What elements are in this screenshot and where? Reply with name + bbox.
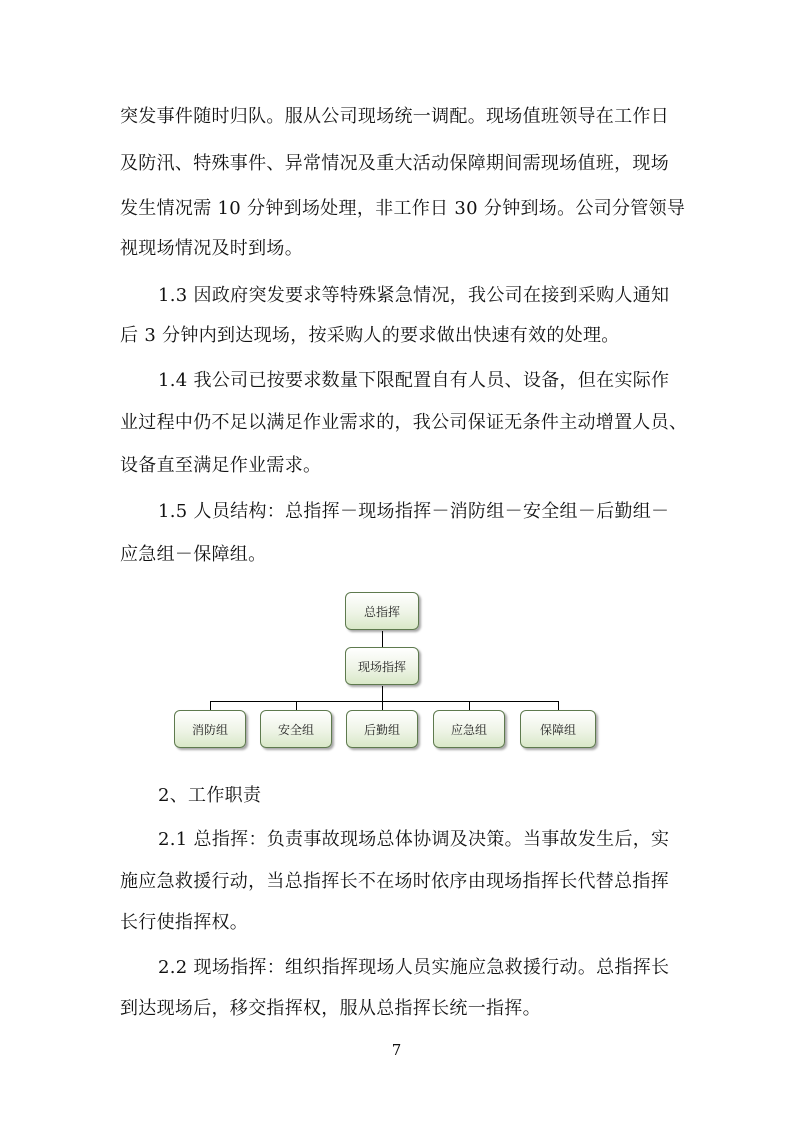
- text-line: 设备直至满足作业需求。: [120, 455, 322, 476]
- text-line: 应急组－保障组。: [120, 544, 267, 565]
- org-box-logistics-group: 后勤组: [346, 710, 418, 748]
- page-number: 7: [391, 1041, 402, 1059]
- text-line: 2.1 总指挥：负责事故现场总体协调及决策。当事故发生后，实: [158, 829, 670, 850]
- text-line: 发生情况需 10 分钟到场处理，非工作日 30 分钟到场。公司分管领导: [120, 198, 686, 219]
- org-connector-horizontal: [210, 701, 558, 702]
- text-line: 视现场情况及时到场。: [120, 238, 303, 259]
- text-line: 施应急救援行动，当总指挥长不在场时依序由现场指挥长代替总指挥: [120, 871, 669, 892]
- org-box-emergency-group: 应急组: [433, 710, 505, 748]
- org-box-support-group: 保障组: [520, 710, 596, 748]
- text-line: 业过程中仍不足以满足作业需求的，我公司保证无条件主动增置人员、: [120, 412, 688, 433]
- text-line: 1.5 人员结构：总指挥－现场指挥－消防组－安全组－后勤组－: [158, 501, 670, 522]
- text-line: 突发事件随时归队。服从公司现场统一调配。现场值班领导在工作日: [120, 106, 669, 127]
- org-box-safety-group: 安全组: [260, 710, 332, 748]
- text-line: 1.4 我公司已按要求数量下限配置自有人员、设备，但在实际作: [158, 370, 670, 391]
- section-heading: 2、工作职责: [158, 785, 262, 806]
- org-box-field-commander: 现场指挥: [345, 647, 419, 685]
- text-line: 到达现场后，移交指挥权，服从总指挥长统一指挥。: [120, 998, 541, 1019]
- text-line: 1.3 因政府突发要求等特殊紧急情况，我公司在接到采购人通知: [158, 285, 670, 306]
- text-line: 后 3 分钟内到达现场，按采购人的要求做出快速有效的处理。: [120, 325, 620, 346]
- text-line: 2.2 现场指挥：组织指挥现场人员实施应急救援行动。总指挥长: [158, 957, 670, 978]
- org-connector: [382, 631, 383, 647]
- text-line: 长行使指挥权。: [120, 912, 249, 933]
- org-box-fire-group: 消防组: [174, 710, 246, 748]
- org-chart: [170, 588, 600, 752]
- org-box-commander: 总指挥: [345, 592, 419, 630]
- text-line: 及防汛、特殊事件、异常情况及重大活动保障期间需现场值班，现场: [120, 153, 669, 174]
- org-connector: [382, 686, 383, 701]
